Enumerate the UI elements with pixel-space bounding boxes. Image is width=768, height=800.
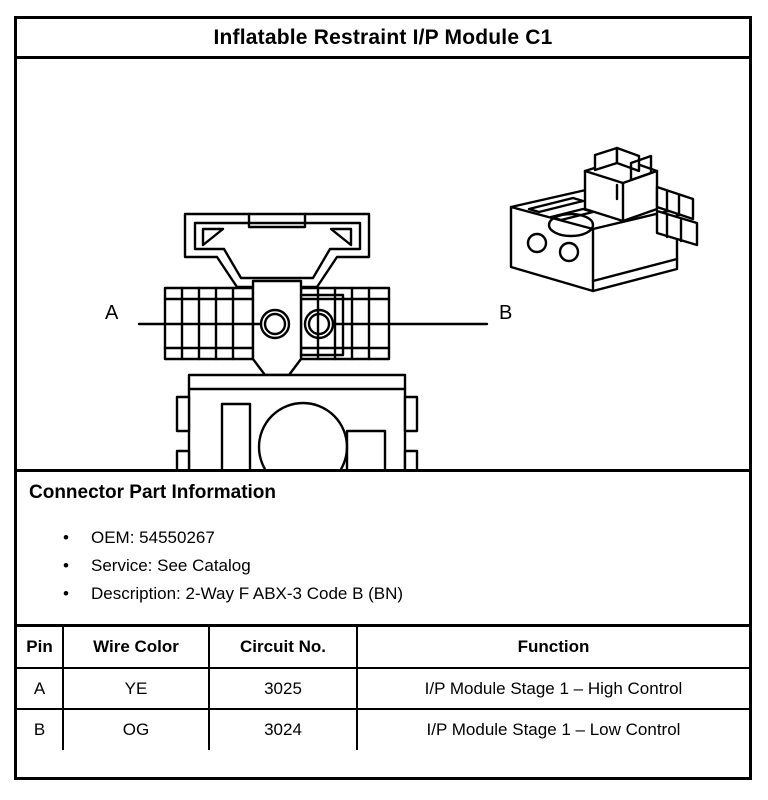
pin-callout-b: B <box>499 302 513 324</box>
list-item: • Description: 2-Way F ABX-3 Code B (BN) <box>91 580 749 608</box>
column-header-function: Function <box>357 627 749 668</box>
connector-part-information <box>17 472 749 627</box>
table-header-row <box>17 627 749 668</box>
page-title: Inflatable Restraint I/P Module C1 <box>213 25 553 49</box>
cell-function: I/P Module Stage 1 – Low Control <box>426 720 681 739</box>
cell-wire-color: YE <box>63 668 209 709</box>
title-bar <box>17 19 749 59</box>
table-row <box>17 668 749 709</box>
table-row <box>17 709 749 750</box>
connector-drawing-svg <box>17 59 749 469</box>
column-header-pin: Pin <box>17 627 63 668</box>
cell-circuit-no: 3025 <box>209 668 357 709</box>
part-info-heading: Connector Part Information <box>29 482 277 503</box>
cell-pin: A <box>17 668 63 709</box>
list-item: • Service: See Catalog <box>91 552 749 580</box>
pin-table <box>17 627 749 750</box>
part-info-list <box>29 524 749 608</box>
connector-illustration <box>17 59 749 472</box>
cell-function: I/P Module Stage 1 – High Control <box>357 668 749 709</box>
cell-pin: B <box>17 709 63 750</box>
column-header-wire-color: Wire Color <box>63 627 209 668</box>
list-item: • OEM: 54550267 <box>91 524 749 552</box>
cell-wire-color: OG <box>63 709 209 750</box>
connector-datasheet <box>14 16 752 780</box>
cell-circuit-no: 3024 <box>209 709 357 750</box>
pin-callout-a: A <box>105 302 119 324</box>
column-header-circuit-no: Circuit No. <box>209 627 357 668</box>
